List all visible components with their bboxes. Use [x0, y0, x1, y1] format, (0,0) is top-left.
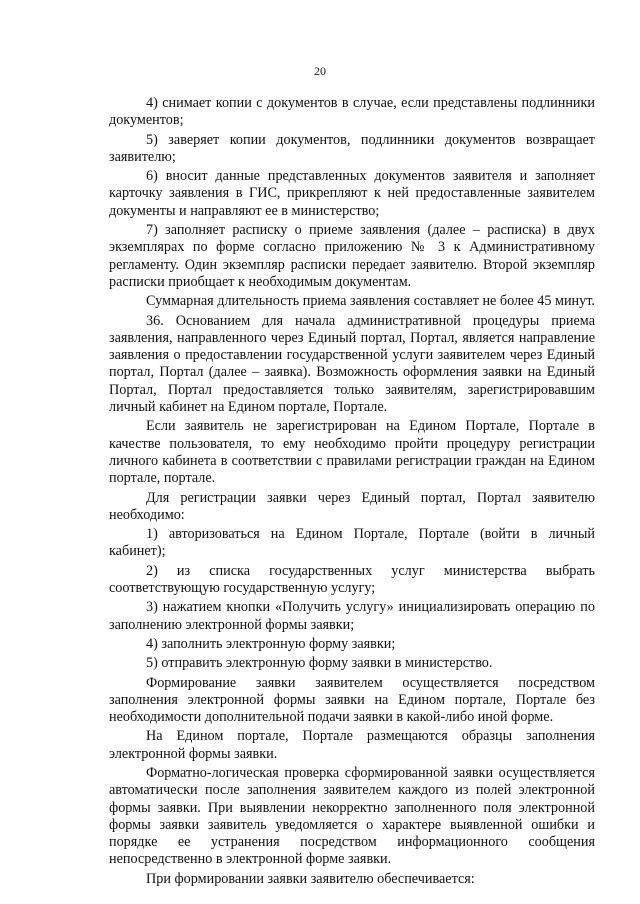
paragraph-item-7-receipt: 7) заполняет расписку о приеме заявления (далее – расписка) в двух экземплярах по форме согласно приложению № 3 к Административному регламенту. Один экземпляр расписки передает заявителю. Второй экземпляр расписки приобщает к необходимым документам. [109, 222, 595, 290]
paragraph-item-6-enter-data: 6) вносит данные представленных документов заявителя и заполняет карточку заявления в ГИС, прикрепляют к ней предоставленные заявителем документы и направляют ее в министерство; [109, 168, 595, 219]
paragraph-step-2-select-service: 2) из списка государственных услуг министерства выбрать соответствующую государственную услугу; [109, 562, 595, 597]
paragraph-registration-steps-intro: Для регистрации заявки через Единый портал, Портал заявителю необходимо: [109, 489, 595, 523]
page-number: 20 [314, 64, 326, 78]
paragraph-step-3-get-service: 3) нажатием кнопки «Получить услугу» инициализировать операцию по заполнению электронной формы заявки; [109, 599, 595, 633]
paragraph-item-4-copies: 4) снимает копии с документов в случае, если представлены подлинники документов; [109, 95, 595, 129]
paragraph-form-samples: На Едином портале, Портале размещаются образцы заполнения электронной формы заявки. [109, 728, 595, 762]
paragraph-step-5-send-form: 5) отправить электронную форму заявки в министерство. [146, 655, 493, 672]
paragraph-clause-36: 36. Основанием для начала административной процедуры приема заявления, направленного через Единый портал, Портал, является направление заявления о предоставлении государственной услуги заявителем через Единый портал, Портал (далее – заявка). Возможность оформления заявки на Единый Портал, Портал предоставляется только заявителям, зарегистрировавшим личный кабинет на Едином портале, Портале. [109, 312, 595, 416]
paragraph-form-creation: Формирование заявки заявителем осуществляется посредством заполнения электронной формы заявки на Едином портале, Портале без необходимости дополнительной подачи заявки в какой-либо иной форме. [109, 674, 595, 726]
paragraph-step-4-fill-form: 4) заполнить электронную форму заявки; [146, 635, 396, 652]
document-body [109, 95, 595, 890]
paragraph-registration-required: Если заявитель не зарегистрирован на Едином Портале, Портале в качестве пользователя, то ему необходимо пройти процедуру регистрации личного кабинета в соответствии с правилами регистрации граждан на Едином портале, портале. [109, 418, 595, 487]
paragraph-duration: Суммарная длительность приема заявления составляет не более 45 минут. [146, 293, 595, 310]
paragraph-format-check: Форматно-логическая проверка сформированной заявки осуществляется автоматически после заполнения заявителем каждого из полей электронной формы заявки. При выявлении некорректно заполненного поля электронной формы заявки заявитель уведомляется о характере выявленной ошибки и порядке ее устранения посредством информационного сообщения непосредственно в электронной форме заявки. [109, 764, 595, 868]
paragraph-provided-features: При формировании заявки заявителю обеспечивается: [146, 870, 475, 887]
paragraph-item-5-certify: 5) заверяет копии документов, подлинники документов возвращает заявителю; [109, 131, 595, 165]
paragraph-step-1-authorize: 1) авторизоваться на Едином Портале, Портале (войти в личный кабинет); [109, 526, 595, 560]
